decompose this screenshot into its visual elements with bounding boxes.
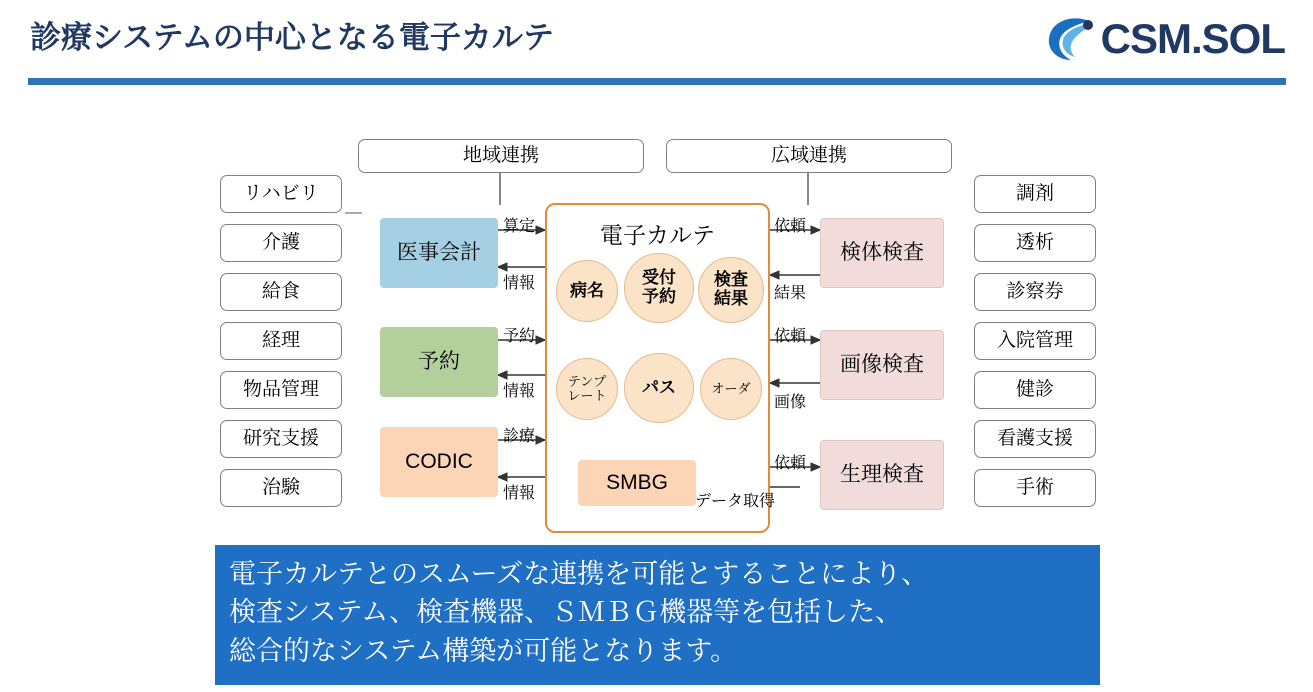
pill-label: 透析 xyxy=(1015,232,1054,254)
slide-header xyxy=(0,0,1313,90)
pill-label: 看護支援 xyxy=(996,428,1073,450)
pill-label: 健診 xyxy=(1015,379,1054,401)
link-label-data-acquisition: データ取得 xyxy=(695,493,776,510)
left-pill-meal[interactable] xyxy=(220,273,342,311)
chart-bubble-reception[interactable]: 受付 予約 xyxy=(624,253,694,323)
chart-bubble-order[interactable]: オーダ xyxy=(700,358,762,420)
left-pill-research[interactable] xyxy=(220,420,342,458)
block-label: SMBG xyxy=(606,470,668,494)
left-pill-accounting[interactable] xyxy=(220,322,342,360)
system-block-reservation[interactable] xyxy=(380,327,498,397)
link-label-request-1: 依頼 xyxy=(774,218,807,235)
caption-line-1: 電子カルテとのスムーズな連携を可能とすることにより、 xyxy=(229,559,929,589)
pill-label: 研究支援 xyxy=(242,428,319,450)
right-pill-nursing[interactable] xyxy=(974,420,1096,458)
left-pill-care[interactable] xyxy=(220,224,342,262)
system-block-codic[interactable] xyxy=(380,427,498,497)
right-pill-checkup[interactable] xyxy=(974,371,1096,409)
chart-bubble-template[interactable]: テンプ レート xyxy=(556,358,618,420)
left-pill-rehab[interactable] xyxy=(220,175,342,213)
top-box-label: 地域連携 xyxy=(462,145,539,167)
exam-block-physiology[interactable] xyxy=(820,440,944,510)
logo-text: CSM.SOL xyxy=(1100,15,1285,62)
block-label: 予約 xyxy=(418,349,460,373)
right-pill-dialysis[interactable] xyxy=(974,224,1096,262)
block-label: 画像検査 xyxy=(840,352,924,376)
swirl-logo-icon xyxy=(1045,14,1099,64)
right-pill-admission[interactable] xyxy=(974,322,1096,360)
top-box-wide-area[interactable] xyxy=(666,139,952,173)
left-pill-trial[interactable] xyxy=(220,469,342,507)
link-label-request-3: 依頼 xyxy=(774,455,807,472)
header-divider xyxy=(28,78,1286,85)
chart-bubble-diagnosis[interactable]: 病名 xyxy=(556,260,618,322)
brand-logo xyxy=(1045,14,1285,64)
page-title: 診療システムの中心となる電子カルテ xyxy=(30,20,554,55)
system-diagram xyxy=(0,95,1313,535)
pill-label: 治験 xyxy=(261,477,300,499)
link-label-result: 結果 xyxy=(774,285,807,302)
caption-line-3: 総合的なシステム構築が可能となります。 xyxy=(229,635,738,666)
link-label-reserve: 予約 xyxy=(503,328,536,345)
pill-label: リハビリ xyxy=(243,183,319,205)
left-pill-supplies[interactable] xyxy=(220,371,342,409)
link-label-image: 画像 xyxy=(774,394,807,411)
block-label: 生理検査 xyxy=(840,462,924,486)
pill-label: 調剤 xyxy=(1015,183,1054,205)
chart-bubble-test-result[interactable]: 検査 結果 xyxy=(698,257,764,323)
pill-label: 経理 xyxy=(261,330,300,352)
pill-label: 手術 xyxy=(1015,477,1054,499)
top-box-regional[interactable] xyxy=(358,139,644,173)
pill-label: 物品管理 xyxy=(242,379,319,401)
pill-label: 給食 xyxy=(261,281,300,303)
exam-block-imaging[interactable] xyxy=(820,330,944,400)
link-label-info-1: 情報 xyxy=(503,275,536,292)
caption-box xyxy=(215,545,1100,685)
system-block-medical-accounting[interactable] xyxy=(380,218,498,288)
link-label-treatment: 診療 xyxy=(503,428,536,445)
block-label: 検体検査 xyxy=(840,240,924,264)
block-label: 医事会計 xyxy=(397,240,481,264)
right-pill-dispensing[interactable] xyxy=(974,175,1096,213)
link-label-request-2: 依頼 xyxy=(774,328,807,345)
link-label-calculation: 算定 xyxy=(503,218,536,235)
exam-block-specimen[interactable] xyxy=(820,218,944,288)
smbg-block[interactable] xyxy=(578,460,696,506)
caption-line-2: 検査システム、検査機器、ＳＭＢＧ機器等を包括した、 xyxy=(229,597,903,628)
electronic-chart-title: 電子カルテ xyxy=(600,222,715,248)
pill-label: 入院管理 xyxy=(996,330,1073,352)
right-pill-card[interactable] xyxy=(974,273,1096,311)
right-pill-surgery[interactable] xyxy=(974,469,1096,507)
block-label: CODIC xyxy=(405,449,473,473)
link-label-info-3: 情報 xyxy=(503,485,536,502)
link-label-info-2: 情報 xyxy=(503,383,536,400)
pill-label: 介護 xyxy=(261,232,300,254)
pill-label: 診察券 xyxy=(1006,281,1064,303)
top-box-label: 広域連携 xyxy=(770,145,847,167)
chart-bubble-path[interactable]: パス xyxy=(624,353,694,423)
